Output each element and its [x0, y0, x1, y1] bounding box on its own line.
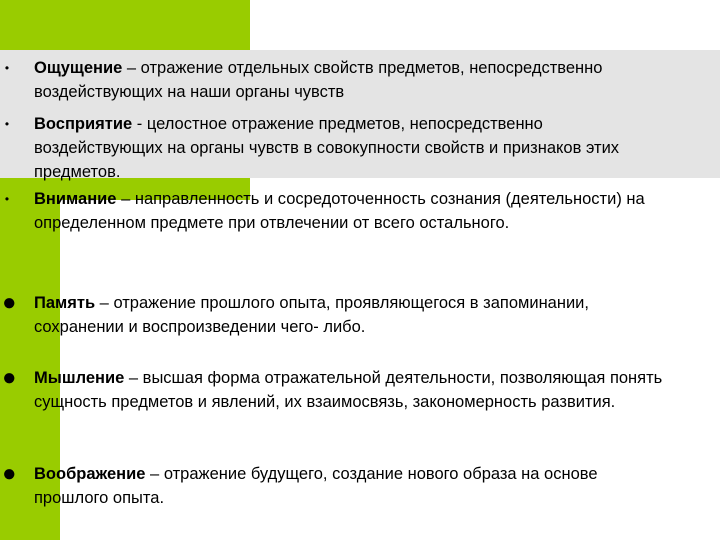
item-definition: – отражение прошлого опыта, проявляющегося в запоминании, сохранении и воспроизведении чего- либо. [34, 294, 589, 336]
item-text [34, 112, 674, 184]
item-definition: – высшая форма отражательной деятельности, позволяющая понять сущность предметов и явлений, их взаимосвязь, закономерность развития. [34, 369, 663, 411]
item-text [34, 291, 674, 339]
bullet-icon: • [4, 117, 10, 131]
item-definition: – отражение отдельных свойств предметов, непосредственно воздействующих на наши органы чувств [34, 59, 603, 101]
bullet-icon: ● [2, 460, 17, 487]
item-definition: – направленность и сосредоточенность сознания (деятельности) на определенном предмете при отвлечении от всего остального. [34, 190, 645, 232]
item-term: Восприятие [34, 115, 133, 133]
bullet-icon: ● [2, 364, 17, 391]
bullet-icon: • [4, 192, 10, 206]
item-text [34, 56, 674, 104]
item-term: Память [34, 294, 96, 312]
item-text [34, 366, 674, 414]
item-term: Воображение [34, 465, 146, 483]
item-term: Мышление [34, 369, 125, 387]
item-text [34, 462, 674, 510]
item-term: Внимание [34, 190, 117, 208]
bullet-icon: • [4, 61, 10, 75]
item-definition: - целостное отражение предметов, непосредственно воздействующих на органы чувств в совокупности свойств и признаков этих предметов. [34, 115, 620, 181]
item-definition: – отражение будущего, создание нового образа на основе прошлого опыта. [34, 465, 598, 507]
item-text [34, 187, 674, 235]
bullet-icon: ● [2, 289, 17, 316]
item-term: Ощущение [34, 59, 123, 77]
